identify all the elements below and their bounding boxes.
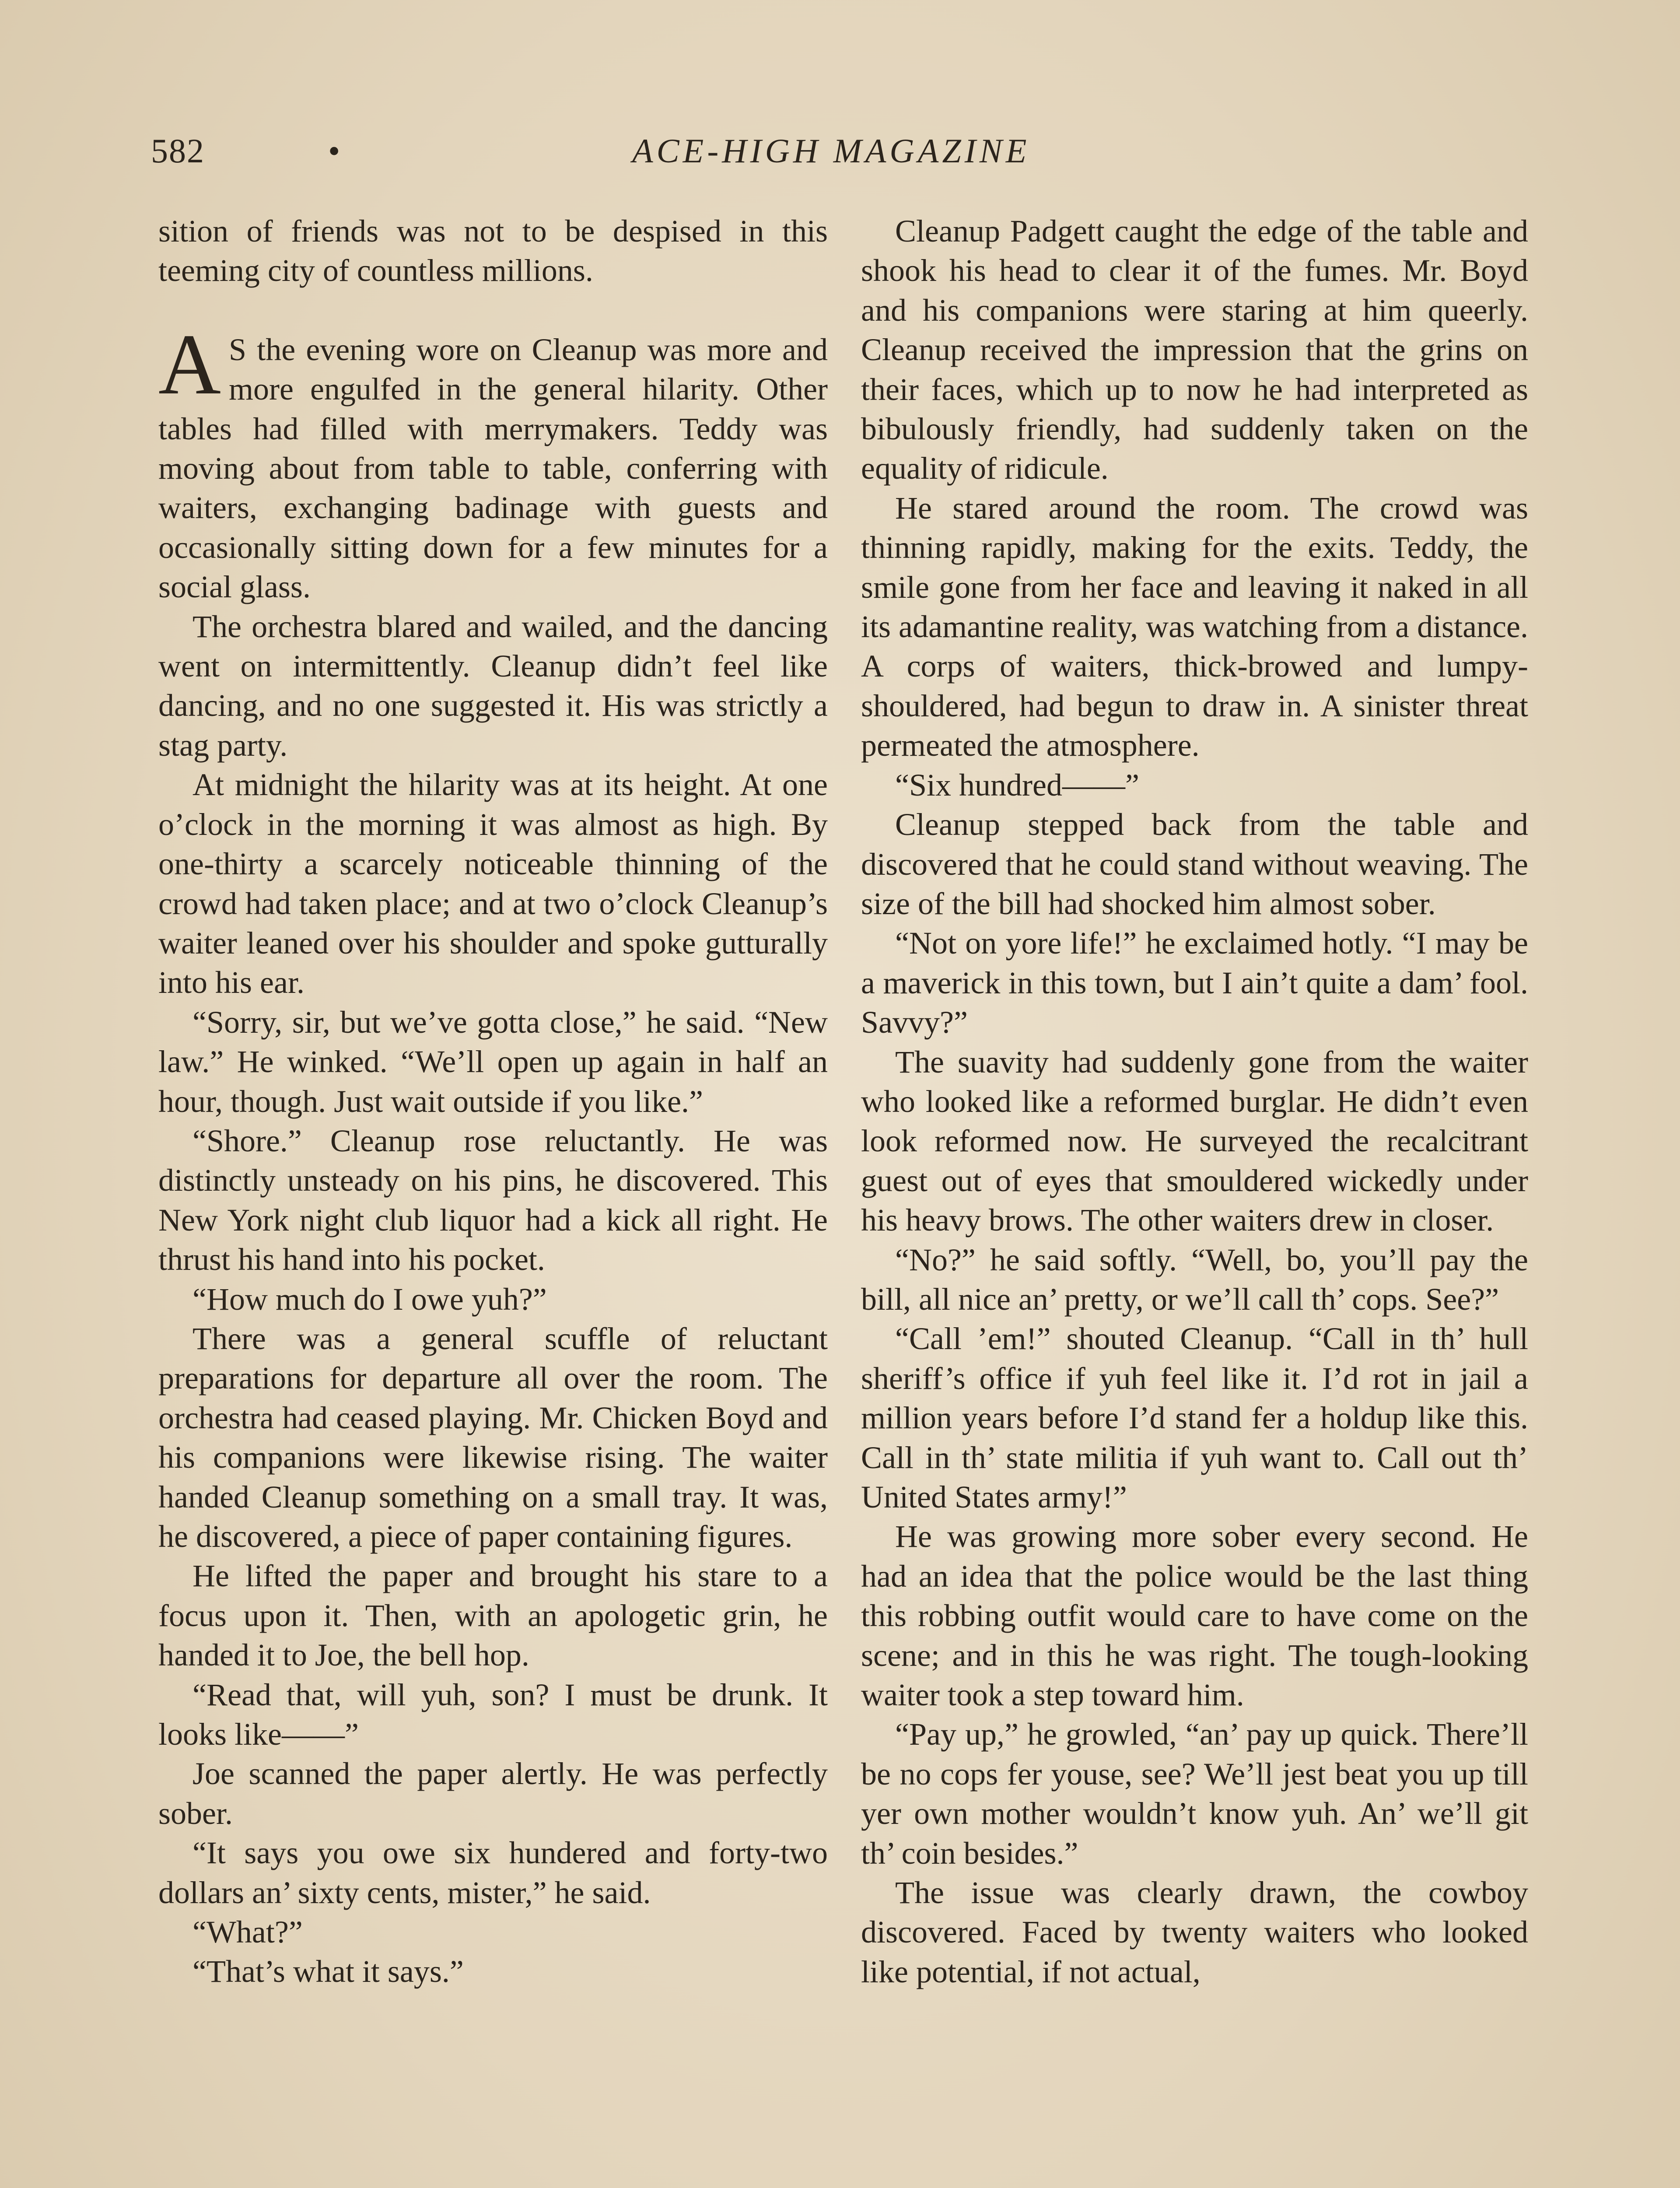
paragraph: There was a general scuffle of reluctant preparations for departure all over the room. The orchestra had ceased playing. Mr. Chicken Boyd and his companions were likewise rising. The waiter handed Cleanup something on a small tray. It was, he discovered, a piece of paper containing figures. bbox=[158, 1321, 828, 1554]
paragraph: “Six hundred——” bbox=[895, 767, 1139, 803]
drop-cap: A bbox=[158, 316, 221, 412]
paragraph: “Sorry, sir, but we’ve gotta close,” he said. “New law.” He winked. “We’ll open up again in half an hour, though. Just wait outside if you like.” bbox=[158, 1004, 828, 1119]
magazine-title: ACE-HIGH MAGAZINE bbox=[632, 132, 1030, 170]
paragraph: “How much do I owe yuh?” bbox=[192, 1281, 547, 1317]
paragraph: “What?” bbox=[192, 1914, 303, 1950]
paragraph: “That’s what it says.” bbox=[192, 1954, 464, 1989]
paragraph: At midnight the hilarity was at its height. At one o’clock in the morning it was almost as high. By one-thirty a scarcely noticeable thinning of the crowd had taken place; and at two o’clock Cleanup’s waiter leaned over his shoulder and spoke gutturally into his ear. bbox=[158, 767, 828, 1000]
paragraph: “Not on yore life!” he exclaimed hotly. “I may be a maverick in this town, but I ain’t quite a dam’ fool. Savvy?” bbox=[861, 926, 1528, 1040]
paragraph-dropcap bbox=[158, 316, 828, 607]
header-dot: • bbox=[328, 132, 340, 170]
paragraph: He stared around the room. The crowd was thinning rapidly, making for the exits. Teddy, the smile gone from her face and leaving it naked in all its adamantine reality, was watching from a distance. A corps of waiters, thick-browed and lumpy-shouldered, had begun to draw in. A sinister threat permeated the atmosphere. bbox=[861, 490, 1528, 763]
paragraph-text: S the evening wore on Cleanup was more and more engulfed in the general hilarity. Other tables had filled with merrymakers. Teddy was moving about from table to table, conferring with waiters, exchanging badinage with guests and occasionally sitting down for a few minutes for a social glass. bbox=[158, 332, 828, 605]
paragraph: The issue was clearly drawn, the cowboy discovered. Faced by twenty waiters who looked like potential, if not actual, bbox=[861, 1875, 1528, 1989]
page-header bbox=[151, 131, 1538, 179]
paragraph: “It says you owe six hundered and forty-two dollars an’ sixty cents, mister,” he said. bbox=[158, 1835, 828, 1910]
paragraph: Joe scanned the paper alertly. He was perfectly sober. bbox=[158, 1756, 828, 1831]
paragraph: He lifted the paper and brought his stare to a focus upon it. Then, with an apologetic grin, he handed it to Joe, the bell hop. bbox=[158, 1558, 828, 1673]
paragraph: “Pay up,” he growled, “an’ pay up quick. There’ll be no cops fer youse, see? We’ll jest beat you up till yer own mother wouldn’t know yuh. An’ we’ll git th’ coin besides.” bbox=[861, 1717, 1528, 1871]
paragraph: The suavity had suddenly gone from the waiter who looked like a reformed burglar. He didn’t even look reformed now. He surveyed the recalcitrant guest out of eyes that smouldered wickedly under his heavy brows. The other waiters drew in closer. bbox=[861, 1044, 1528, 1238]
paragraph: “Read that, will yuh, son? I must be drunk. It looks like——” bbox=[158, 1677, 828, 1752]
paragraph: “Shore.” Cleanup rose reluctantly. He was distinctly unsteady on his pins, he discovered. This New York night club liquor had a kick all right. He thrust his hand into his pocket. bbox=[158, 1123, 828, 1277]
paragraph: Cleanup stepped back from the table and discovered that he could stand without weaving. The size of the bill had shocked him almost sober. bbox=[861, 807, 1528, 921]
paragraph: “Call ’em!” shouted Cleanup. “Call in th’ hull sheriff’s office if yuh feel like it. I’d rot in jail a million years before I’d stand fer a holdup like this. Call in th’ state militia if yuh want to. Call out th’ United States army!” bbox=[861, 1321, 1528, 1515]
left-column bbox=[158, 211, 828, 1992]
paragraph: sition of friends was not to be despised in this teeming city of countless millions. bbox=[158, 214, 828, 288]
paragraph: He was growing more sober every second. He had an idea that the police would be the last thing this robbing outfit would care to have come on the scene; and in this he was right. The tough-looking waiter took a step toward him. bbox=[861, 1519, 1528, 1713]
paragraph: Cleanup Padgett caught the edge of the table and shook his head to clear it of the fumes. Mr. Boyd and his companions were staring at him queerly. Cleanup received the impression that the grins on their faces, which up to now he had interpreted as bibulously friendly, had suddenly taken on the equality of ridicule. bbox=[861, 214, 1528, 486]
right-column bbox=[861, 211, 1528, 1992]
paragraph: “No?” he said softly. “Well, bo, you’ll pay the bill, all nice an’ pretty, or we’ll call th’ cops. See?” bbox=[861, 1242, 1528, 1317]
page-number: 582 bbox=[151, 132, 205, 170]
paragraph: The orchestra blared and wailed, and the dancing went on intermittently. Cleanup didn’t feel like dancing, and no one suggested it. His was strictly a stag party. bbox=[158, 609, 828, 763]
